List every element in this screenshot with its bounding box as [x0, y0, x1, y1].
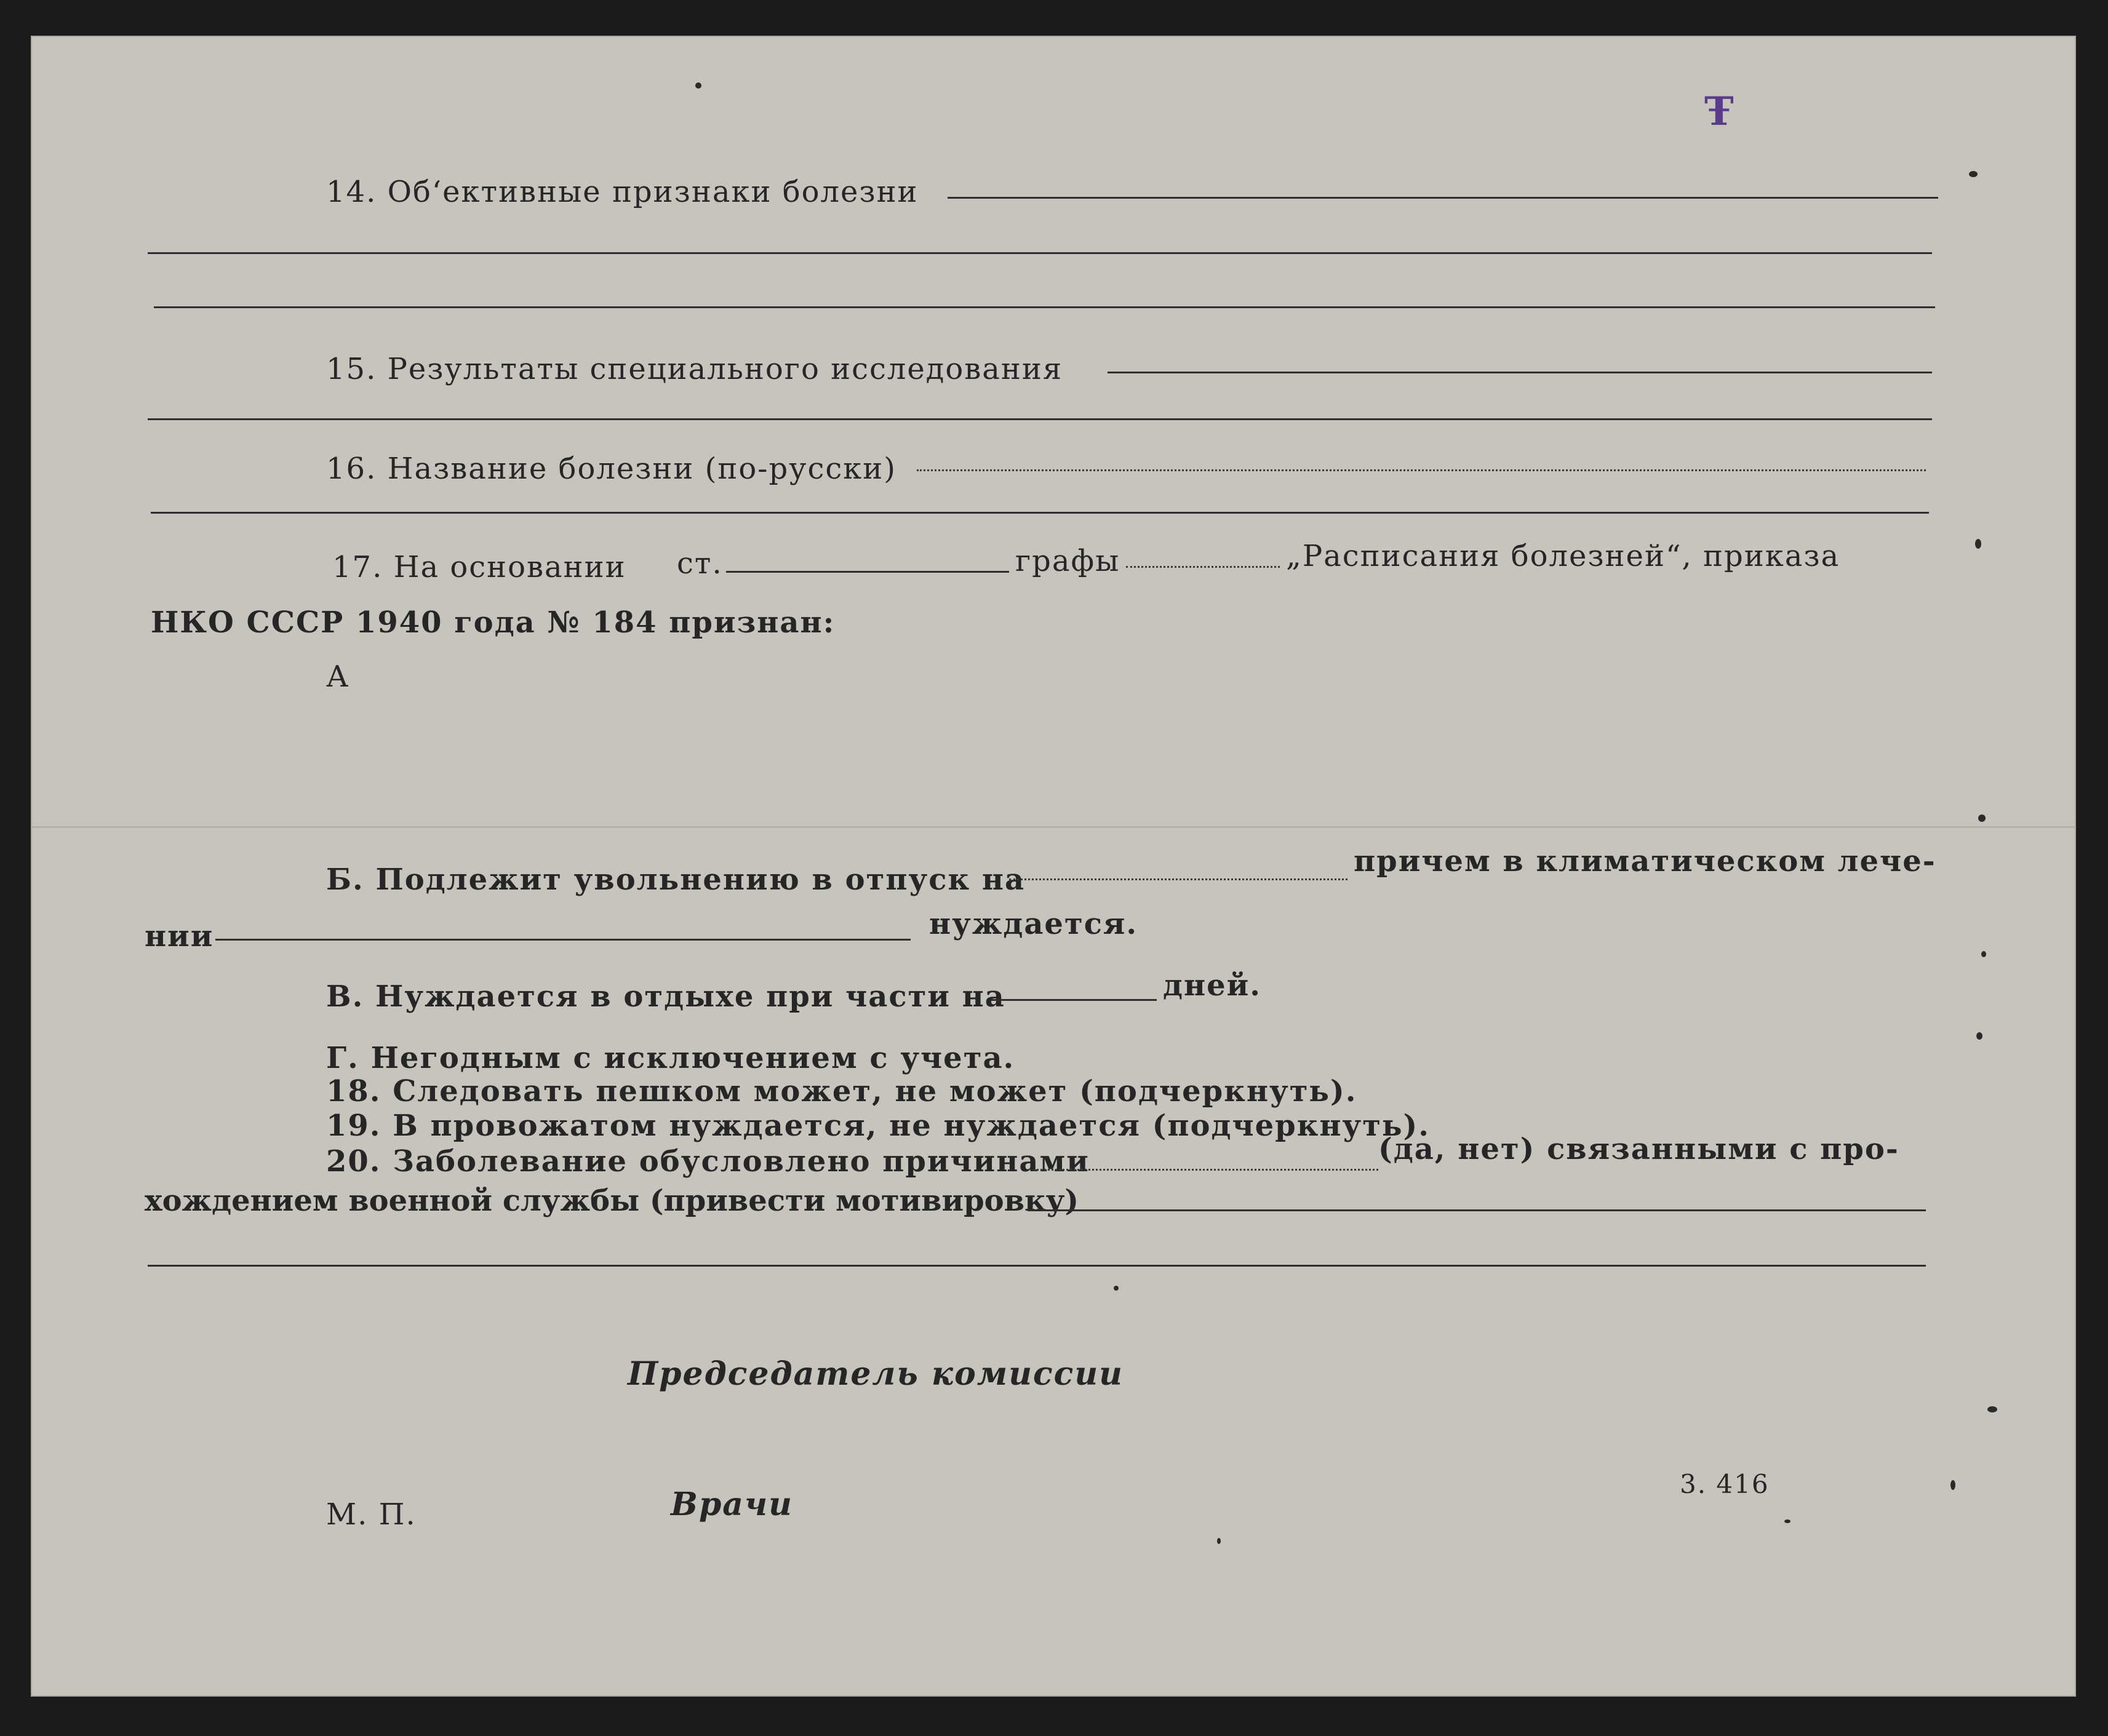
- item-14-line-3: [154, 306, 1935, 308]
- paper-speck: [1969, 171, 1978, 177]
- item-b-nuzhdaetsya: нуждается.: [929, 907, 1138, 941]
- paper-speck: [1978, 814, 1986, 822]
- item-14-line-1: [948, 197, 1938, 199]
- item-17-label: 17. На основании: [332, 550, 626, 584]
- item-17-line-2: НКО СССР 1940 года № 184 признан:: [151, 605, 836, 640]
- item-20-part-2: (да, нет) связанными с про-: [1378, 1132, 1899, 1166]
- paper-speck: [1950, 1480, 1955, 1490]
- chairman-label: Председатель комиссии: [628, 1355, 1124, 1393]
- item-20-label: 20. Заболевание обусловлено причинами: [326, 1144, 1090, 1179]
- item-b-part-2: причем в климатическом лече-: [1354, 844, 1936, 878]
- ink-mark: Ŧ: [1704, 89, 1734, 135]
- item-16-line-1: [917, 469, 1926, 471]
- item-17-grafy-line: [1126, 566, 1280, 568]
- item-v-label: В. Нуждается в отдыхе при части на: [326, 979, 1005, 1014]
- paper-speck: [1976, 1032, 1982, 1040]
- item-18-label: 18. Следовать пешком может, не может (подчеркнуть).: [326, 1074, 1357, 1109]
- form-number: 3. 416: [1680, 1469, 1770, 1499]
- item-v-line: [991, 999, 1157, 1001]
- paper-speck: [1114, 1286, 1119, 1291]
- doctors-label: Врачи: [671, 1486, 793, 1523]
- item-b-line-2: [215, 939, 911, 941]
- paper-speck: [695, 82, 701, 89]
- item-20-line-2: хождением военной службы (привести мотивировку): [145, 1184, 1079, 1218]
- paper-speck: [1987, 1406, 1997, 1412]
- item-17-raspisanie: „Расписания болезней“, приказа: [1286, 539, 1840, 573]
- item-b-nii: нии: [145, 919, 214, 954]
- item-20-line-2-field: [1028, 1209, 1926, 1211]
- item-14-line-2: [148, 252, 1932, 254]
- item-20-line-3: [148, 1265, 1926, 1267]
- item-v-days: дней.: [1163, 968, 1261, 1003]
- item-16-label: 16. Название болезни (по-русски): [326, 452, 896, 486]
- paper-speck: [1981, 951, 1986, 957]
- item-20-line-1: [1034, 1169, 1378, 1171]
- item-15-label: 15. Результаты специального исследования: [326, 352, 1063, 386]
- item-b-label: Б. Подлежит увольнению в отпуск на: [326, 862, 1026, 897]
- paper-speck: [1975, 539, 1981, 549]
- item-17-st: ст.: [677, 546, 723, 581]
- item-15-line-2: [148, 418, 1932, 420]
- item-16-line-2: [151, 512, 1929, 514]
- item-g-label: Г. Негодным с исключением с учета.: [326, 1041, 1015, 1075]
- paper-speck: [1217, 1538, 1221, 1544]
- item-b-line-1: [1009, 878, 1347, 880]
- paper-speck: [1784, 1519, 1791, 1523]
- stamp-place-label: М. П.: [326, 1497, 417, 1532]
- item-15-line-1: [1108, 372, 1932, 373]
- item-17-st-line: [726, 571, 1009, 573]
- item-a-label: А: [326, 659, 350, 694]
- item-19-label: 19. В провожатом нуждается, не нуждается (подчеркнуть).: [326, 1109, 1430, 1143]
- item-14-label: 14. Об‘ективные признаки болезни: [326, 175, 919, 209]
- item-17-grafy: графы: [1015, 544, 1120, 578]
- form-sheet: [31, 36, 2076, 1697]
